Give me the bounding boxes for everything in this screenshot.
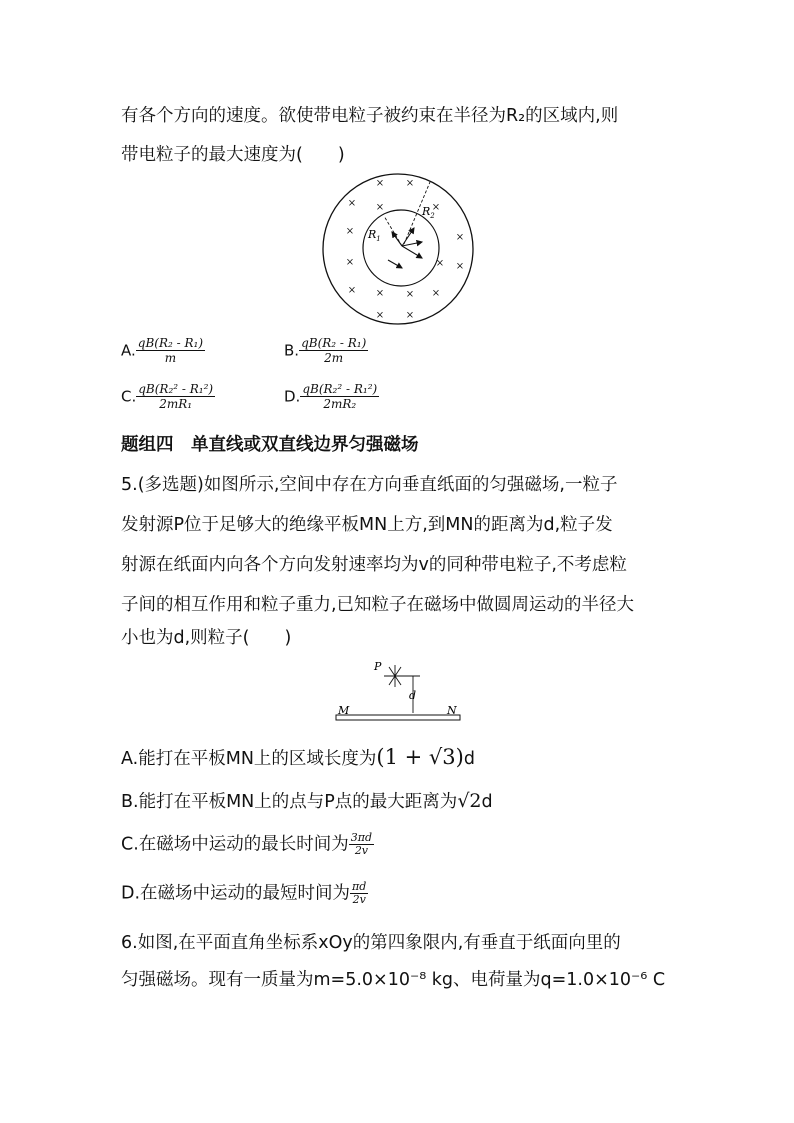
svg-text:×: × xyxy=(375,178,385,189)
q5-option-d[interactable]: D.在磁场中运动的最短时间为 $\frac{\pi d}{2v}$ xyxy=(121,880,367,906)
q5-text-line-2: 发射源P位于足够大的绝缘平板MN上方,到MN的距离为d,粒子发 xyxy=(121,515,613,535)
q4-option-a-fraction: $\frac{\text{qB(R₂ - R₁)}}{m}$ xyxy=(137,336,204,365)
label-n: N xyxy=(447,704,457,717)
label-m: M xyxy=(338,704,350,717)
svg-text:×: × xyxy=(405,289,415,300)
q4-concentric-circles-figure xyxy=(318,170,478,328)
q5-plate-figure xyxy=(334,655,464,725)
svg-text:×: × xyxy=(405,178,415,189)
svg-text:×: × xyxy=(347,285,357,296)
inner-circle-r1 xyxy=(363,210,439,286)
label-r2: $R_2$ xyxy=(422,205,435,220)
svg-text:×: × xyxy=(375,202,385,213)
q4-option-c-fraction: $\frac{\text{qB(R₂² - R₁²)}}{\text{2mR₁}}$ xyxy=(138,382,214,411)
q5-option-d-fraction: $\frac{\pi d}{2v}$ xyxy=(352,880,367,906)
q5-text-line-4: 子间的相互作用和粒子重力,已知粒子在磁场中做圆周运动的半径大 xyxy=(121,595,635,615)
q5-text-line-3: 射源在纸面内向各个方向发射速率均为v的同种带电粒子,不考虑粒 xyxy=(121,555,627,575)
q4-option-c[interactable]: C. $\frac{\text{qB(R₂² - R₁²)}}{\text{2mR₁}}$ xyxy=(121,382,214,411)
svg-text:×: × xyxy=(375,310,385,321)
svg-text:×: × xyxy=(455,232,465,243)
velocity-arrows xyxy=(388,228,422,268)
q4-text-line-1: 有各个方向的速度。欲使带电粒子被约束在半径为R₂的区域内,则 xyxy=(121,106,619,126)
svg-text:×: × xyxy=(435,258,445,269)
plate-mn xyxy=(336,715,460,720)
q4-text-line-2: 带电粒子的最大速度为( ) xyxy=(121,145,345,165)
q4-option-a[interactable]: A. $\frac{\text{qB(R₂ - R₁)}}{m}$ xyxy=(121,336,204,365)
q4-option-d-fraction: $\frac{\text{qB(R₂² - R₁²)}}{\text{2mR₂}}$ xyxy=(302,382,378,411)
svg-text:×: × xyxy=(345,257,355,268)
svg-text:×: × xyxy=(405,310,415,321)
q5-option-b[interactable]: B.能打在平板MN上的点与P点的最大距离为√2d xyxy=(121,790,493,812)
q5-option-c-fraction: $\frac{3\pi d}{2v}$ xyxy=(350,831,373,857)
label-p: P xyxy=(374,660,382,673)
q5-option-a[interactable]: A.能打在平板MN上的区域长度为(1 + √3)d xyxy=(121,745,475,769)
svg-text:×: × xyxy=(455,261,465,272)
q4-option-d[interactable]: D. $\frac{\text{qB(R₂² - R₁²)}}{\text{2mR₂}}$ xyxy=(284,382,378,411)
outer-circle-r2 xyxy=(323,174,473,324)
q5-text-line-5: 小也为d,则粒子( ) xyxy=(121,628,292,648)
label-r1: $R_1$ xyxy=(368,228,381,243)
svg-text:×: × xyxy=(431,288,441,299)
section-heading: 题组四 单直线或双直线边界匀强磁场 xyxy=(121,435,419,455)
q6-text-line-2: 匀强磁场。现有一质量为m=5.0×10⁻⁸ kg、电荷量为q=1.0×10⁻⁶ C xyxy=(121,970,666,990)
q5-option-c[interactable]: C.在磁场中运动的最长时间为 $\frac{3\pi d}{2v}$ xyxy=(121,831,373,857)
q5-text-line-1: 5.(多选题)如图所示,空间中存在方向垂直纸面的匀强磁场,一粒子 xyxy=(121,475,618,495)
label-d: d xyxy=(409,689,417,702)
q4-option-b[interactable]: B. $\frac{\text{qB(R₂ - R₁)}}{2m}$ xyxy=(284,336,367,365)
svg-text:×: × xyxy=(347,198,357,209)
q6-text-line-1: 6.如图,在平面直角坐标系xOy的第四象限内,有垂直于纸面向里的 xyxy=(121,933,621,953)
svg-text:×: × xyxy=(375,288,385,299)
q4-option-b-fraction: $\frac{\text{qB(R₂ - R₁)}}{2m}$ xyxy=(301,336,367,365)
svg-text:×: × xyxy=(345,226,355,237)
svg-text:×: × xyxy=(431,202,441,213)
